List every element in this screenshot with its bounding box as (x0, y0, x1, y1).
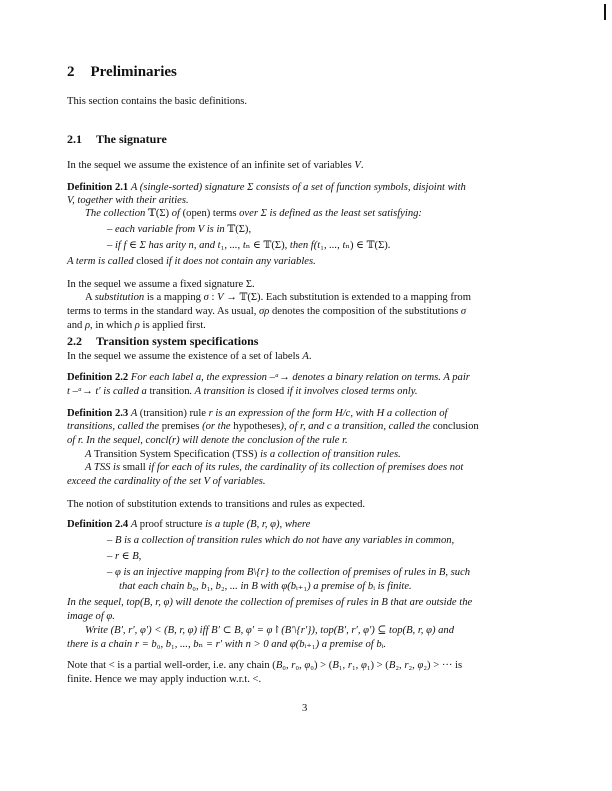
text-segment: ₂ (220, 581, 225, 592)
text-segment: , ..., t (323, 240, 346, 251)
text-segment: if it involves closed terms only. (284, 386, 418, 397)
text-line-def23-3 (67, 434, 348, 447)
section-title: Preliminaries (90, 64, 177, 80)
text-segment: is a mapping (144, 292, 204, 303)
text-segment: In the sequel, top(B, r, φ) will denote the collection of premises of rules in B that are outside the (67, 597, 473, 608)
section-number: 2 (67, 64, 75, 80)
text-segment: r (404, 660, 409, 671)
text-segment: ₂) > ··· is (423, 660, 463, 671)
text-segment: conclusion (432, 421, 479, 432)
text-segment: , b (210, 581, 221, 592)
text-segment: V, together with their arities. (67, 195, 189, 206)
text-segment: Definition 2.4 (67, 519, 131, 530)
text-segment: ₂, (395, 660, 405, 671)
text-line-def24-1 (67, 518, 310, 531)
text-segment: 𝕋(Σ), (227, 224, 252, 235)
text-segment: ₁ (206, 581, 211, 592)
text-segment: ₁, (351, 660, 361, 671)
text-segment: ₁ (220, 240, 225, 251)
text-segment: . (383, 639, 387, 650)
text-segment: ₁) > ( (366, 660, 389, 671)
text-segment: A (130, 408, 140, 419)
text-segment: ₁ (171, 639, 175, 650)
text-segment: ₙ ∈ 𝕋(Σ) (245, 240, 285, 251)
text-segment: A term is called (67, 256, 137, 267)
text-segment: Definition 2.1 (67, 182, 131, 193)
text-segment: , b (195, 581, 207, 592)
text-line-note-2 (67, 673, 261, 686)
text-line-def23-2 (67, 420, 479, 433)
text-segment: transition (149, 386, 190, 397)
text-line-def24-5 (67, 638, 386, 651)
text-segment: – if f ∈ Σ has arity n, and t (107, 240, 221, 251)
text-segment: : (208, 292, 218, 303)
text-segment: Definition 2.2 (67, 372, 131, 383)
subsection-heading-2-2 (67, 334, 258, 348)
text-line-def24-b4 (119, 580, 412, 593)
text-line-def23-1 (67, 407, 447, 420)
text-segment: of (169, 208, 183, 219)
page-number: 3 (302, 703, 308, 714)
text-line-def22-2 (67, 385, 417, 398)
text-segment: denotes the composition of the substitutions (269, 306, 461, 317)
text-line-s1-p1 (67, 159, 364, 172)
text-segment: t –ᵃ→ t′ is called a (67, 386, 150, 397)
text-line-def21-4 (67, 255, 316, 268)
text-segment: σ (460, 306, 467, 317)
text-line-def21-2 (67, 194, 189, 207)
text-segment: – each variable from V is in (107, 224, 228, 235)
text-segment: ) a premise of b (307, 581, 374, 592)
text-segment: Write (B′, r′, φ′) < (B, r, φ) iff B′ ⊂ B, φ′ = φ↾(B′\{r′}), top(B′, r′, φ′) ⊆ top(B, r, φ) and (85, 625, 455, 636)
text-segment: r (347, 660, 352, 671)
text-line-s2-p1 (67, 350, 311, 363)
text-segment: ₁ (320, 240, 324, 251)
text-segment: A (130, 519, 140, 530)
text-line-s1-p2 (67, 278, 255, 291)
text-segment: ᵢ₊₁ (296, 581, 308, 592)
text-segment: V (354, 160, 361, 171)
text-segment: (transition) rule (139, 408, 206, 419)
text-segment: and (67, 320, 85, 331)
text-line-def21-b1 (107, 223, 251, 236)
text-segment: (open) terms (182, 208, 237, 219)
text-line-def23-5 (85, 461, 463, 474)
text-segment: ), of r, and c a transition, called the (280, 421, 433, 432)
text-segment: (or the (199, 421, 234, 432)
text-segment: V (217, 292, 224, 303)
text-segment: In the sequel we assume a fixed signature Σ. (67, 279, 255, 290)
text-segment: proof structure (139, 519, 203, 530)
text-segment: , ..., b (174, 639, 199, 650)
text-segment: Definition 2.3 (67, 408, 131, 419)
text-segment: substitution (94, 292, 145, 303)
subsection-heading-2-1 (67, 132, 167, 146)
text-segment: ₂, (408, 660, 418, 671)
text-segment: σ (203, 292, 209, 303)
text-segment: ρ (84, 320, 91, 331)
text-segment: . (360, 160, 364, 171)
text-segment: over Σ is defined as the least set satisfying: (236, 208, 422, 219)
text-segment: Note that < is a partial well-order, i.e. any chain ( (67, 660, 276, 671)
text-line-s1-p3 (85, 291, 471, 304)
text-segment: if for each of its rules, the cardinality of its collection of premises does not (145, 462, 464, 473)
text-segment: σρ (259, 306, 270, 317)
text-segment: φ (304, 660, 311, 671)
text-segment: B (388, 660, 396, 671)
text-line-s1-p5 (67, 319, 206, 332)
text-segment: ᵢ (381, 639, 384, 650)
text-segment: small (122, 462, 146, 473)
text-segment: A (single-sorted) signature Σ consists of a set of function symbols, disjoint with (130, 182, 466, 193)
text-segment: hypotheses (233, 421, 281, 432)
text-line-def24-4 (85, 624, 454, 637)
text-segment: terms to terms in the standard way. As usual, (67, 306, 260, 317)
text-segment: ₀, (295, 660, 305, 671)
subsection-title: Transition system specifications (96, 334, 259, 348)
text-line-def23-6 (67, 475, 266, 488)
text-segment: Transition System Specification (TSS) (93, 449, 258, 460)
text-segment: ₀, (282, 660, 292, 671)
text-segment: = r′ with n > 0 and φ(b (203, 639, 305, 650)
text-segment: The notion of substitution extends to transitions and rules as expected. (67, 499, 366, 510)
text-segment: is applied first. (139, 320, 206, 331)
subsection-number: 2.2 (67, 334, 82, 348)
text-line-def24-2 (67, 596, 472, 609)
text-segment: – B is a collection of transition rules which do not have any variables in common, (107, 535, 455, 546)
text-line-def23-4 (85, 448, 401, 461)
text-segment: is a collection of transition rules. (257, 449, 401, 460)
text-segment: is finite. (374, 581, 412, 592)
text-line-s1-p4 (67, 305, 466, 318)
text-segment: ᵢ₊₁ (304, 639, 316, 650)
text-segment: ) a premise of b (315, 639, 382, 650)
text-segment: . A transition is (189, 386, 258, 397)
text-segment: r is an expression of the form H/c, with H a collection of (206, 408, 448, 419)
text-line-note-1 (67, 659, 462, 672)
text-segment: ᵢ (373, 581, 375, 592)
text-segment: there is a chain r = b (67, 639, 157, 650)
text-segment: , b (160, 639, 172, 650)
text-line-def24-b2 (107, 550, 141, 563)
text-segment: image of φ. (67, 611, 115, 622)
text-line-def21-1 (67, 181, 466, 194)
text-line-def22-1 (67, 371, 470, 384)
text-segment: ₀) > ( (310, 660, 333, 671)
text-segment: In the sequel we assume the existence of an infinite set of variables (67, 160, 355, 171)
text-segment: is a tuple (B, r, φ), where (202, 519, 311, 530)
text-segment: r (291, 660, 296, 671)
text-segment: φ (417, 660, 424, 671)
text-segment: The collection (85, 208, 148, 219)
text-segment: A (85, 292, 95, 303)
text-segment: B (275, 660, 283, 671)
text-segment: that each chain b (119, 581, 193, 592)
scan-edge-mark (604, 4, 606, 20)
text-line-def24-b3 (107, 566, 470, 579)
text-segment: , ... in B with φ(b (224, 581, 297, 592)
text-segment: 𝕋(Σ) (147, 208, 170, 219)
text-segment: ₁, (338, 660, 348, 671)
text-segment: ρ (134, 320, 140, 331)
text-segment: , in which (90, 320, 135, 331)
text-segment: closed (136, 256, 164, 267)
text-line-def24-3 (67, 610, 115, 623)
text-segment: closed (257, 386, 285, 397)
text-segment: transitions, called the (67, 421, 162, 432)
text-segment: – φ is an injective mapping from B\{r} to the collection of premises of rules in B, such (107, 567, 471, 578)
text-line-def21-b2 (107, 239, 390, 252)
text-segment: A (85, 449, 94, 460)
text-segment: ₙ (198, 639, 204, 650)
text-segment: if it does not contain any variables. (163, 256, 316, 267)
text-segment: φ (360, 660, 367, 671)
text-segment: → 𝕋(Σ). Each substitution is extended to a mapping from (223, 292, 471, 303)
text-segment: ₀ (156, 639, 161, 650)
section-heading (67, 64, 177, 81)
text-segment: finite. Hence we may apply induction w.r.t. <. (67, 674, 262, 685)
text-segment: exceed the cardinality of the set V of variables. (67, 476, 266, 487)
text-segment: For each label a, the expression –ᵃ→ denotes a binary relation on terms. A pair (130, 372, 470, 383)
text-segment: . (308, 351, 312, 362)
text-line-def24-b1 (107, 534, 454, 547)
text-segment: ₀ (192, 581, 196, 592)
subsection-title: The signature (96, 132, 167, 146)
text-line-s2-p2 (67, 498, 365, 511)
text-segment: , ..., t (224, 240, 246, 251)
subsection-number: 2.1 (67, 132, 82, 146)
text-segment: , then f(t (284, 240, 321, 251)
intro-paragraph: This section contains the basic definitions. (67, 96, 248, 107)
text-segment: In the sequel we assume the existence of a set of labels (67, 351, 303, 362)
text-segment: – r ∈ B, (107, 551, 142, 562)
text-segment: of r. In the sequel, concl(r) will denote the conclusion of the rule r. (67, 435, 348, 446)
text-line-def21-3 (85, 207, 422, 220)
text-segment: A TSS is (85, 462, 123, 473)
text-segment: premises (161, 421, 200, 432)
text-segment: A (302, 351, 309, 362)
text-segment: ₙ) ∈ 𝕋(Σ). (345, 240, 391, 251)
text-segment: B (332, 660, 339, 671)
